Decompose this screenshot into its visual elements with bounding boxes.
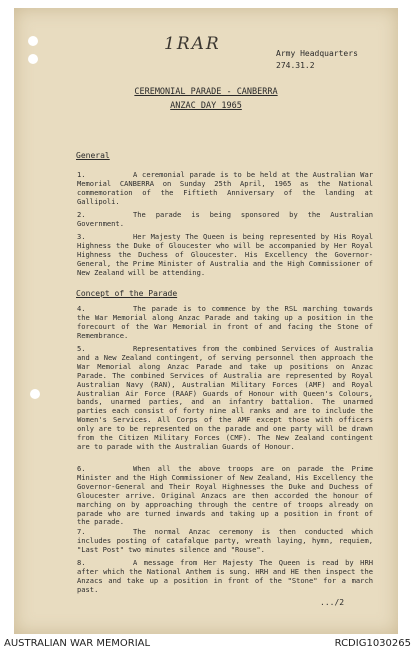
paragraph [77,528,373,555]
handwritten-note: 1RAR [164,34,221,54]
footer-record-id: RCDIG1030265 [334,638,411,649]
paragraph-text: A ceremonial parade is to be held at the Australian War Memorial CANBERRA on Sunday 25th April, 1965 as the National commemoration of the Fiftieth Anniversary of the landing at Gallipoli. [77,170,373,206]
paragraph-number: 8. [77,558,86,567]
paragraph-number: 7. [77,527,86,536]
paragraph [77,211,373,229]
paragraph-number: 3. [77,232,86,241]
footer-source: AUSTRALIAN WAR MEMORIAL [4,638,151,649]
punch-hole [28,36,38,46]
section-heading: Concept of the Parade [76,289,178,298]
paragraph-number: 6. [77,464,86,473]
header-block [276,48,358,72]
paragraph [77,171,373,207]
paragraph-text: The parade is to commence by the RSL marching towards the War Memorial along Anzac Parade and taking up a position in the forecourt of the War Memorial in front of and facing the Stone of Remembrance. [77,304,373,340]
paragraph-text: The normal Anzac ceremony is then conducted which includes posting of catafalque party, wreath laying, hymn, requiem, "Last Post" two minutes silence and "Rouse". [77,527,373,554]
paragraph-number: 1. [77,170,86,179]
document-title: CEREMONIAL PARADE - CANBERRA [134,87,278,97]
header-line: Army Headquarters [276,49,358,58]
paragraph [77,345,373,452]
paragraph-number: 4. [77,304,86,313]
paragraph-text: A message from Her Majesty The Queen is read by HRH after which the National Anthem is sung. HRH and HE then inspect the Anzacs and take up a position in front of the "Stone" for a march past. [77,558,373,594]
paragraph-text: When all the above troops are on parade the Prime Minister and the High Commissioner of New Zealand, His Excellency the Governor-General and Their Royal Highnesses the Duke and Duchess of Gloucester arrive. Original Anzacs are then accorded the honour of marching on by approaching through the centre of troops already on parade who are turned inwards and taking up a position in front of the parade. [77,464,373,527]
paragraph [77,465,373,527]
punch-hole [30,389,40,399]
document-subtitle: ANZAC DAY 1965 [170,101,242,111]
page-continuation-marker: .../2 [320,598,345,607]
paragraph-number: 2. [77,210,86,219]
paragraph-text: Representatives from the combined Services of Australia and a New Zealand contingent, of serving personnel then approach the War Memorial along Anzac Parade and take up positions on Anzac Parade. The combined Services of Australia are represented by Royal Australian Navy (RAN), Australian Military Forces (AMF) and Royal Australian Air Force (RAAF) Guards of Honour with Queen's Colours, bands, unarmed parties, and an infantry battalion. The unarmed parties each consist of forty nine all ranks and are to include the Women's Services. All Corps of the AMF except those with officers only are to be represented on the parade and one party will be drawn from the Citizen Military Forces (CMF). The New Zealand contingent are to parade with the Australian Guards of Honour. [77,344,373,451]
paragraph [77,559,373,595]
header-line: 274.31.2 [276,61,315,70]
section-heading: General [76,151,110,160]
paragraph-number: 5. [77,344,86,353]
paragraph [77,233,373,278]
paragraph-text: Her Majesty The Queen is being represented by His Royal Highness the Duke of Gloucester who will be accompanied by Her Royal Highness the Duchess of Gloucester. His Excellency the Governor-General, the Prime Minister of Australia and the High Commissioner of New Zealand will be attending. [77,232,373,277]
punch-hole [28,54,38,64]
paragraph [77,305,373,341]
paragraph-text: The parade is being sponsored by the Australian Government. [77,210,373,228]
footer-bar [0,634,415,653]
document-page [14,8,398,634]
